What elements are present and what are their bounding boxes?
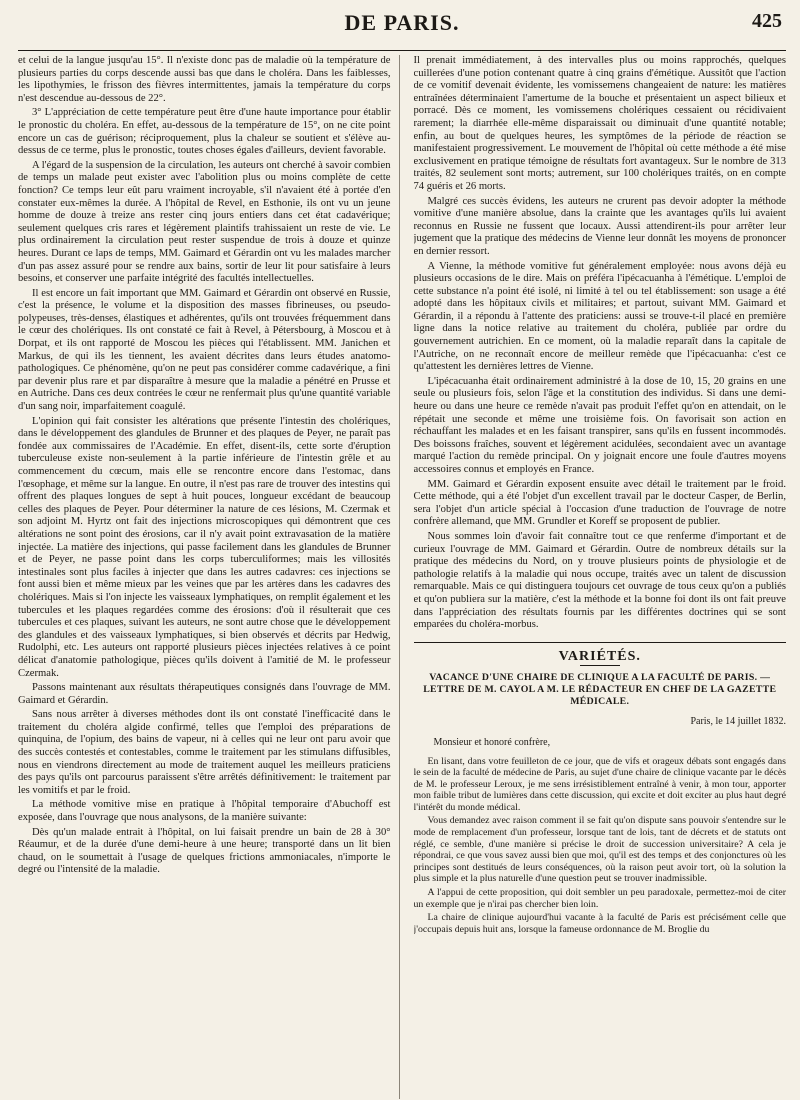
paragraph: Il est encore un fait important que MM. Gaimard et Gérardin ont observé en Russie, c'est la présence, le volume et la disposition des masses fibrineuses, ou pseudo-polypeuses, très-denses, élastiques et adhérentes, qu'ils ont trouvées fréquemment dans le cœur des cholériques. Ils ont constaté ce fait à Revel, à Pétersbourg, à Moscou et à Dorpat, et ils ont rapporté de Moscou les pièces qui l'établissent. MM. Janichen et Markus, de qui ils les tiennent, les avaient décrites dans leurs études anatomo-pathologiques. Ce phénomène, qu'on ne peut pas considérer comme cadavérique, a fini par devenir plus rare et par disparaître à mesure que la maladie a pénétré en Prusse et en Autriche. Dans ces deux contrées le cœur ne renfermait plus qu'une quantité variable d'un sang noir, imparfaitement coagulé. — [18, 287, 391, 413]
page-header — [18, 6, 786, 51]
page-number: 425 — [752, 10, 782, 32]
salutation: Monsieur et honoré confrère, — [433, 736, 551, 748]
dateline: Paris, le 14 juillet 1832. — [690, 716, 786, 728]
title-rule — [580, 665, 620, 666]
left-column — [18, 55, 400, 1099]
paragraph: Il prenait immédiatement, à des intervalles plus ou moins rapprochés, quelques cuillerées d'une potion contenant quatre à cinq grains d'émétique. Aussitôt que l'action de ce vomitif devenait évidente, les vomissemens changeaient de nature: les matières entraînées déterminaient l'amertume de la bouche et présentaient un aspect bilieux et porracé. Dès ce moment, les vomissemens cholériques cessaient ou récidivaient rarement; la diarrhée elle-même disparaissait ou diminuait d'une quantité notable; enfin, au bout de quelques heures, les symptômes de la période de réaction se manifestaient progressivement. Le mouvement de l'hôpital où cette méthode a été mise exclusivement en pratique témoigne de résultats fort avantageux. Sur le nombre de 313 traités, 82 seulement sont morts; autrement, sur 100 cholériques traités, on en compte 74 guéris et 26 morts. — [413, 55, 786, 192]
paragraph: Sans nous arrêter à diverses méthodes dont ils ont constaté l'inefficacité dans le traitement du choléra algide confirmé, telles que l'emploi des préparations de quinquina, de l'opium, des bains de vapeur, ni à celles qui ne leur ont paru avoir que des succès contestés et contestables, comme le traitement par les stimulans diffusibles, nous en viendrons directement au mode de traitement auquel les meilleurs praticiens des pays qu'ils ont parcourus paraissent s'être arrêtés définitivement: le traitement par les vomitifs et par le froid. — [18, 709, 391, 796]
paragraph: Dès qu'un malade entrait à l'hôpital, on lui faisait prendre un bain de 28 à 30° Réaumur, et de la durée d'une demi-heure à une heure; transporté dans un lit bien chaud, on le soumettait à l'usage de quelques frictions ammoniacales, n'importe le degré ou l'intensité de la maladie. — [18, 826, 391, 876]
paragraph: 3° L'appréciation de cette température peut être d'une haute importance pour établir le pronostic du choléra. En effet, au-dessous de la température de 15°, on ne cite point encore un cas de guérison; réciproquement, plus la chaleur se soutient et s'élève au-dessus de ce terme, plus le pronostic, toutes choses égales d'ailleurs, devient favorable. — [18, 107, 391, 157]
paragraph: L'ipécacuanha était ordinairement administré à la dose de 10, 15, 20 grains en une seule ou plusieurs fois, selon l'âge et la constitution des individus. Si dans une demi-heure ou dans une heure ce remède n'avait pas produit l'effet qu'on en attendait, on le répétait une seconde et même une troisième fois. On favorisait son action en réchauffant les malades et en les faisant transpirer, sans qu'ils en fussent incommodés. Des boissons fraîches, souvent et légèrement acidulées, secondaient avec un avantage marqué l'action du remède principal. On y joignait encore une foule d'autres moyens accessoires connus et employés en France. — [413, 375, 786, 475]
paragraph: L'opinion qui fait consister les altérations que présente l'intestin des cholériques, dans le développement des glandules de Brunner et des plaques de Peyer, ne paraît pas fondée aux commissaires de l'Académie. En effet, disent-ils, cette sorte d'éruption tuberculeuse existe non-seulement à la partie inférieure de l'intestin grêle et au commencement du cœcum, mais elle se rencontre encore dans l'estomac, dans l'œsophage, et même sur la langue. En outre, il n'est pas rare de trouver des intestins qui offrent des plaques longues de sept à huit pouces, longueur excédant de beaucoup celles des plaques de Peyer. Pour déterminer la nature de ces lésions, M. Czermak et son adjoint M. Hyrtz ont fait des injections microscopiques qui démontrent que ces altérations ne sont point des érosions, car il n'y avait point extravasation de la matière injectée. La matière des injections, qui passe facilement dans les glandules de Brunner et de Peyer, ne passe point dans les corps tuberculiformes; mais les villosités intestinales sont plus faciles à injecter que dans les autres cadavres: ces injections se font aussi bien et même mieux par les veines que par les artères dans les cadavres des cholériques. Mais si l'on injecte les vaisseaux lymphatiques, on remplit également et les tubercules et les plaques regardées comme des érosions: d'où il résulterait que ces tubercules et ces plaques, suivant les auteurs, ne sont autre chose que le développement des glandules et des vaisseaux lymphatiques, si bien observés et décrits par Hedwig, Rudolphi, etc. Les auteurs ont rapporté plusieurs pièces injectées relatives à ce point délicat d'anatomie pathologique, pièces qu'ils doivent à l'amitié de M. le professeur Czermak. — [18, 415, 391, 679]
section-divider — [414, 642, 787, 643]
running-title: DE PARIS. — [344, 10, 460, 35]
columns — [18, 55, 786, 1099]
letter-paragraph: Vous demandez avec raison comment il se fait qu'on dispute sans pouvoir s'entendre sur le mode de remplacement d'un professeur, lorsque tant de lois, tant de décrets et de statuts ont réglé, ce semble, d'une manière si précise le droit de succession universitaire? A cela je répondrai, ce que vous savez aussi bien que moi, qu'il est des temps et des conjonctures où les principes sont destitués de leurs conséquences, où la raison peut avoir tort, où la solution la plus simple et la plus naturelle d'une question peut se trouver inadmissible. — [413, 815, 786, 885]
paragraph: La méthode vomitive mise en pratique à l'hôpital temporaire d'Abuchoff est exposée, dans l'ouvrage que nous analysons, de la manière suivante: — [18, 799, 391, 824]
article-heading: VACANCE D'UNE CHAIRE DE CLINIQUE A LA FACULTÉ DE PARIS. — LETTRE DE M. CAYOL A M. LE RÉDACTEUR EN CHEF DE LA GAZETTE MÉDICALE. — [423, 672, 777, 708]
letter-paragraph: En lisant, dans votre feuilleton de ce jour, que de vifs et orageux débats sont engagés dans le sein de la faculté de médecine de Paris, au sujet d'une chaire de clinique vacante par le décès de M. le professeur Leroux, je me sens irrésistiblement entraîné à venir, à mon tour, apporter mon faible tribut de lumières dans cette discussion, qui excite et doit exciter au plus haut degré l'intérêt du monde médical. — [413, 755, 786, 813]
letter-paragraph: A l'appui de cette proposition, qui doit sembler un peu paradoxale, permettez-moi de citer un exemple que je n'irai pas chercher bien loin. — [413, 887, 786, 910]
paragraph: A Vienne, la méthode vomitive fut généralement employée: nous avons déjà eu plusieurs occasions de le dire. Mais on préféra l'ipécacuanha à l'émétique. L'emploi de cette substance n'a point été isolé, ni limité à tel ou tel établissement: son usage a été adopté dans les hôpitaux civils et militaires; et partout, suivant MM. Gaimard et Gérardin, il a répondu à l'attente des praticiens: aussi se trouve-t-il placé en première ligne dans la notice relative au traitement du choléra, publiée par ordre du gouvernement autrichien. En ce moment, où la maladie reparaît dans la capitale de l'Autriche, on ne reconnaît encore de meilleur remède que l'ipécacuanha: c'est ce qu'attestent les dernières lettres de Vienne. — [413, 260, 786, 373]
right-column — [414, 55, 787, 1099]
paragraph: Malgré ces succès évidens, les auteurs ne crurent pas devoir adopter la méthode vomitive d'une manière absolue, dans la crainte que les avantages qu'ils lui avaient reconnus en Russie ne fussent que locaux. Aussi attendirent-ils pour arrêter leur jugement que la pratique des médecins de Vienne leur donnât les moyens de prononcer en dernier ressort. — [413, 195, 786, 257]
paragraph: A l'égard de la suspension de la circulation, les auteurs ont cherché à savoir combien de temps un malade peut exister avec l'abolition plus ou moins complète de cette fonction? Ce temps leur eût paru vraiment incroyable, s'il n'avaient été à portée d'en constater eux-mêmes la durée. A l'hôpital de Revel, en Esthonie, ils ont vu un jeune homme de douze à treize ans rester cinq jours entiers dans cet état cadavérique; seulement quelques cris rares et légèrement plaintifs trahissaient un reste de vie. Le plus ordinairement la circulation peut rester suspendue de trois à douze et quinze heures. Durant ce laps de temps, MM. Gaimard et Gérardin ont vu les malades marcher d'un pas assez assuré pour se rendre aux bains, sortir de leur lit pour satisfaire à leurs besoins, et conserver une parfaite intégrité des facultés intellectuelles. — [18, 159, 391, 285]
section-title: VARIÉTÉS. — [558, 648, 641, 664]
paragraph: MM. Gaimard et Gérardin exposent ensuite avec détail le traitement par le froid. Cette méthode, qui a été l'objet d'un excellent travail par le docteur Casper, de Berlin, sera l'objet d'un article spécial à l'occasion d'une traduction de l'ouvrage de notre confrère allemand, que MM. Grundler et Koreff se proposent de publier. — [413, 478, 786, 528]
paragraph: Passons maintenant aux résultats thérapeutiques consignés dans l'ouvrage de MM. Gaimard et Gérardin. — [18, 682, 391, 706]
letter-paragraph: La chaire de clinique aujourd'hui vacante à la faculté de Paris est précisément celle que j'occupais depuis huit ans, lorsque la fameuse ordonnance de M. Broglie du — [413, 912, 786, 935]
paragraph: et celui de la langue jusqu'au 15°. Il n'existe donc pas de maladie où la température de plusieurs parties du corps descende aussi bas que dans le choléra. Dans les faiblesses, les lipothymies, le frisson des fièvres intermittentes, jamais la température du corps n'est descendue au-dessous de 22°. — [18, 55, 391, 104]
paragraph: Nous sommes loin d'avoir fait connaître tout ce que renferme d'important et de curieux l'ouvrage de MM. Gaimard et Gérardin. Outre de nombreux détails sur la pratique des médecins du Nord, on y trouve plusieurs points de physiologie et de pathologie relatifs à la maladie qui nous occupe, traités avec un talent de discussion remarquable. Mais ce qui distinguera toujours cet ouvrage de tous ceux qu'on a publiés et qu'on publiera sur la matière, c'est la méthode et la bonne foi dont ils ont fait preuve dans l'appréciation des résultats fournis par les différentes doctrines qui se sont emparées du choléra-morbus. — [413, 530, 786, 631]
